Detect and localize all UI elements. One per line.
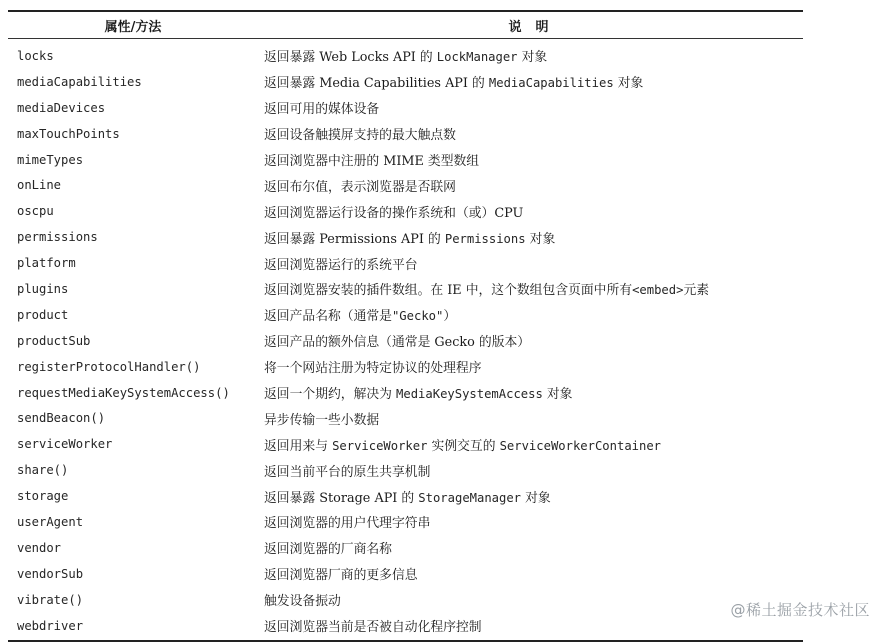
description-text: 对象 xyxy=(521,490,551,506)
description-text: 返回浏览器安装的插件数组。在 IE 中，这个数组包含页面中所有 xyxy=(264,283,633,299)
description-text: 对象 xyxy=(517,50,548,66)
description-text: 返回用来与 xyxy=(264,438,333,454)
description-text: 对象 xyxy=(525,231,556,247)
table-row xyxy=(8,509,803,535)
description-text: 返回暴露 Storage API 的 xyxy=(264,490,419,506)
table-body xyxy=(8,39,803,640)
description-cell xyxy=(264,409,803,428)
description-cell xyxy=(264,305,803,324)
description-text: 触发设备振动 xyxy=(264,594,341,610)
description-text: 返回浏览器当前是否被自动化程序控制 xyxy=(264,620,482,636)
description-text: 返回可用的媒体设备 xyxy=(264,102,380,118)
description-cell xyxy=(264,461,803,480)
code-term: LockManager xyxy=(436,50,518,65)
table-row xyxy=(8,587,803,613)
property-name-cell: mediaDevices xyxy=(17,100,106,115)
description-text: 返回浏览器中注册的 MIME 类型数组 xyxy=(264,154,480,169)
description-cell xyxy=(264,124,803,143)
property-name-cell: productSub xyxy=(17,333,91,348)
description-text: 返回当前平台的原生共享机制 xyxy=(264,464,431,480)
property-name-cell: platform xyxy=(17,256,76,271)
table-row xyxy=(8,328,803,354)
description-cell xyxy=(264,279,803,298)
description-cell xyxy=(264,176,803,195)
table-row xyxy=(8,354,803,380)
description-text: ） xyxy=(443,309,457,325)
description-text: 返回浏览器厂商的更多信息 xyxy=(264,568,418,584)
property-name-cell: mediaCapabilities xyxy=(17,74,142,89)
property-name-cell: userAgent xyxy=(17,514,84,529)
table-row xyxy=(8,431,803,457)
header-property-method: 属性/方法 xyxy=(104,19,162,35)
table-row xyxy=(8,483,803,509)
code-term: MediaKeySystemAccess xyxy=(396,387,543,402)
description-text: 返回浏览器运行设备的操作系统和（或）CPU xyxy=(264,205,524,221)
table-header-row xyxy=(8,12,803,38)
table-row xyxy=(8,198,803,224)
description-text: 返回暴露 Web Locks API 的 xyxy=(264,50,437,66)
description-cell xyxy=(264,254,803,273)
description-cell xyxy=(264,590,803,609)
table-row xyxy=(8,276,803,302)
property-name-cell: product xyxy=(17,307,69,322)
table-row xyxy=(8,69,803,95)
table-row xyxy=(8,405,803,431)
code-term: ServiceWorker xyxy=(332,438,428,453)
property-name-cell: locks xyxy=(17,48,54,63)
description-cell xyxy=(264,435,803,454)
description-cell xyxy=(264,46,803,65)
description-text: 将一个网站注册为特定协议的处理程序 xyxy=(264,361,482,377)
table-row xyxy=(8,250,803,276)
description-cell xyxy=(264,564,803,583)
table-row xyxy=(8,535,803,561)
description-text: 元素 xyxy=(683,283,710,299)
description-cell xyxy=(264,512,803,531)
code-term: <embed> xyxy=(632,283,684,298)
header-description: 说明 xyxy=(508,19,563,35)
table-row xyxy=(8,561,803,587)
description-cell xyxy=(264,202,803,221)
description-text: 返回一个期约，解决为 xyxy=(264,387,397,403)
property-name-cell: mimeTypes xyxy=(17,152,84,167)
property-name-cell: permissions xyxy=(17,230,98,245)
table-row xyxy=(8,380,803,406)
description-cell xyxy=(264,150,803,169)
description-text: 返回暴露 Media Capabilities API 的 xyxy=(264,76,489,92)
code-term: ServiceWorkerContainer xyxy=(499,438,662,453)
description-cell xyxy=(264,357,803,376)
description-text: 返回产品名称（通常是 xyxy=(264,309,392,325)
property-name-cell: share() xyxy=(17,463,69,478)
description-text: 返回产品的额外信息（通常是 Gecko 的版本） xyxy=(264,335,531,351)
description-cell xyxy=(264,383,803,402)
description-text: 实例交互的 xyxy=(427,438,500,454)
description-text: 返回布尔值，表示浏览器是否联网 xyxy=(264,179,456,195)
property-name-cell: storage xyxy=(17,489,69,504)
description-text: 返回设备触摸屏支持的最大触点数 xyxy=(264,128,456,144)
description-text: 返回暴露 Permissions API 的 xyxy=(264,231,445,247)
table-row xyxy=(8,95,803,121)
property-name-cell: vibrate() xyxy=(17,592,84,607)
table-row xyxy=(8,224,803,250)
property-name-cell: maxTouchPoints xyxy=(17,126,120,141)
property-name-cell: vendor xyxy=(17,540,62,555)
property-name-cell: requestMediaKeySystemAccess() xyxy=(17,385,230,400)
property-name-cell: oscpu xyxy=(17,204,54,219)
property-name-cell: plugins xyxy=(17,281,69,296)
property-name-cell: vendorSub xyxy=(17,566,84,581)
description-text: 异步传输一些小数据 xyxy=(264,412,380,428)
description-cell xyxy=(264,72,803,91)
description-text: 返回浏览器运行的系统平台 xyxy=(264,257,418,273)
description-text: 返回浏览器的厂商名称 xyxy=(264,542,392,558)
table-row xyxy=(8,147,803,173)
table-row xyxy=(8,172,803,198)
code-term: "Gecko" xyxy=(391,309,444,324)
watermark-text: @稀土掘金技术社区 xyxy=(730,601,870,619)
description-cell xyxy=(264,616,803,635)
description-cell xyxy=(264,228,803,247)
table-row xyxy=(8,302,803,328)
property-name-cell: serviceWorker xyxy=(17,437,113,452)
description-cell xyxy=(264,487,803,506)
property-name-cell: registerProtocolHandler() xyxy=(17,359,201,374)
description-text: 返回浏览器的用户代理字符串 xyxy=(264,516,431,532)
table-row xyxy=(8,613,803,639)
table-row xyxy=(8,457,803,483)
description-cell xyxy=(264,331,803,350)
description-cell xyxy=(264,538,803,557)
table-row xyxy=(8,121,803,147)
navigator-properties-table xyxy=(8,10,803,642)
property-name-cell: webdriver xyxy=(17,618,84,633)
property-name-cell: onLine xyxy=(17,178,62,193)
description-cell xyxy=(264,98,803,117)
code-term: MediaCapabilities xyxy=(488,76,614,91)
code-term: Permissions xyxy=(444,231,526,246)
description-text: 对象 xyxy=(613,76,644,92)
table-row xyxy=(8,43,803,69)
description-text: 对象 xyxy=(542,387,573,403)
code-term: StorageManager xyxy=(418,490,522,505)
property-name-cell: sendBeacon() xyxy=(17,411,106,426)
